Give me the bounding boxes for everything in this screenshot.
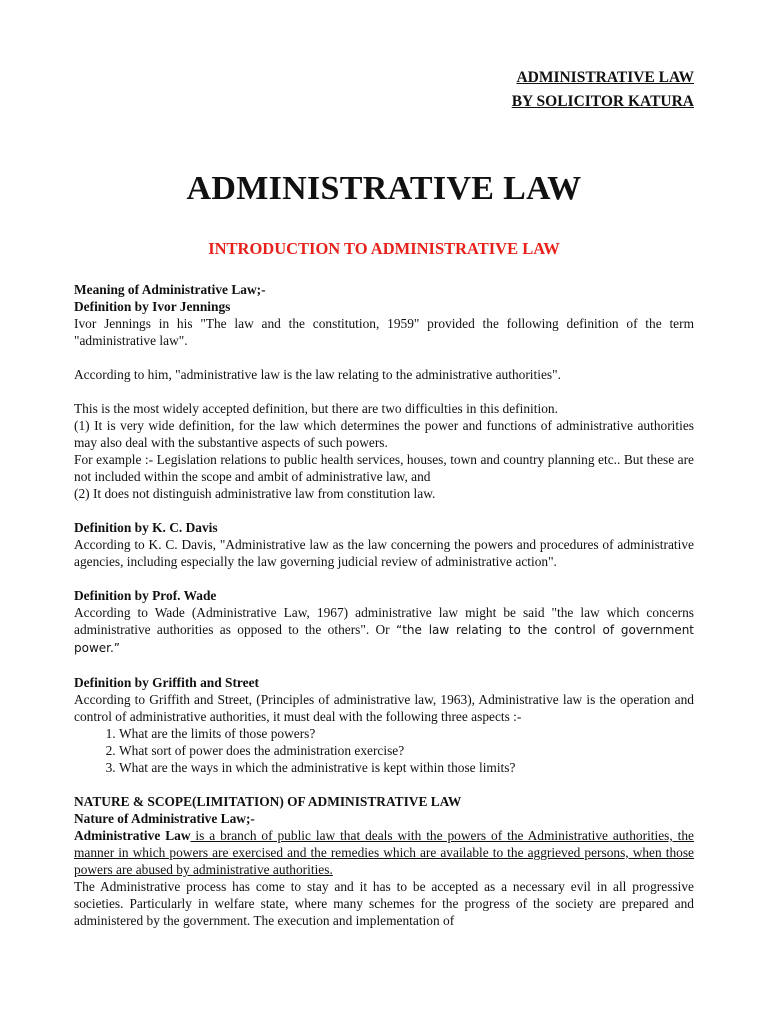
- nature-term: Administrative Law: [74, 828, 191, 843]
- list-item: 2. What sort of power does the administration exercise?: [119, 742, 694, 759]
- griffith-heading: Definition by Griffith and Street: [74, 675, 259, 690]
- wade-quote: “the law relating to the control of government power.”: [74, 623, 695, 655]
- griffith-paragraph: According to Griffith and Street, (Principles of administrative law, 1963), Administrative law is the operation and control of administrative authorities, it must deal with the following three aspects :-: [74, 692, 694, 724]
- wade-text: According to Wade (Administrative Law, 1967) administrative law might be said "the law which concerns administrative authorities as opposed to the others". Or: [74, 605, 694, 637]
- jennings-heading: Definition by Ivor Jennings: [74, 299, 231, 314]
- wade-paragraph: [74, 604, 694, 657]
- jennings-paragraph: Ivor Jennings in his "The law and the constitution, 1959" provided the following definition of the term "administrative law".: [74, 316, 694, 348]
- header-title: ADMINISTRATIVE LAW: [516, 69, 694, 86]
- document-page: [74, 0, 694, 929]
- davis-paragraph: According to K. C. Davis, "Administrative law as the law concerning the powers and procedures of administrative agencies, including especially the law governing judicial review of administrative action".: [74, 537, 694, 569]
- davis-heading: Definition by K. C. Davis: [74, 520, 218, 535]
- meaning-heading: Meaning of Administrative Law;-: [74, 282, 266, 297]
- difficulties-intro: This is the most widely accepted definition, but there are two difficulties in this definition.: [74, 401, 558, 416]
- nature-heading: NATURE & SCOPE(LIMITATION) OF ADMINISTRATIVE LAW: [74, 794, 462, 809]
- difficulty-2: (2) It does not distinguish administrative law from constitution law.: [74, 486, 436, 501]
- nature-definition: [74, 827, 694, 878]
- intro-heading: INTRODUCTION TO ADMINISTRATIVE LAW: [208, 239, 560, 258]
- header-author: BY SOLICITOR KATURA: [511, 93, 694, 110]
- wade-heading: Definition by Prof. Wade: [74, 588, 217, 603]
- list-item: 3. What are the ways in which the administrative is kept within those limits?: [119, 759, 694, 776]
- according-paragraph: According to him, "administrative law is the law relating to the administrative authorities".: [74, 367, 561, 382]
- nature-paragraph: The Administrative process has come to stay and it has to be accepted as a necessary evil in all progressive societies. Particularly in welfare state, where many schemes for the progress of the society are prepared and administered by the government. The execution and implementation of: [74, 879, 694, 928]
- nature-definition-text: is a branch of public law that deals with the powers of the Administrative authorities, the manner in which powers are exercised and the remedies which are available to the aggrieved persons, when those powers are abused by administrative authorities.: [74, 828, 694, 877]
- nature-subheading: Nature of Administrative Law;-: [74, 811, 255, 826]
- example-paragraph: For example :- Legislation relations to public health services, houses, town and country planning etc.. But these are not included within the scope and ambit of administrative law, and: [74, 452, 694, 484]
- document-title: ADMINISTRATIVE LAW: [186, 170, 582, 207]
- list-item: 1. What are the limits of those powers?: [119, 725, 694, 742]
- aspects-list: [74, 725, 694, 776]
- difficulty-1: (1) It is very wide definition, for the law which determines the power and functions of administrative authorities may also deal with the substantive aspects of such powers.: [74, 418, 694, 450]
